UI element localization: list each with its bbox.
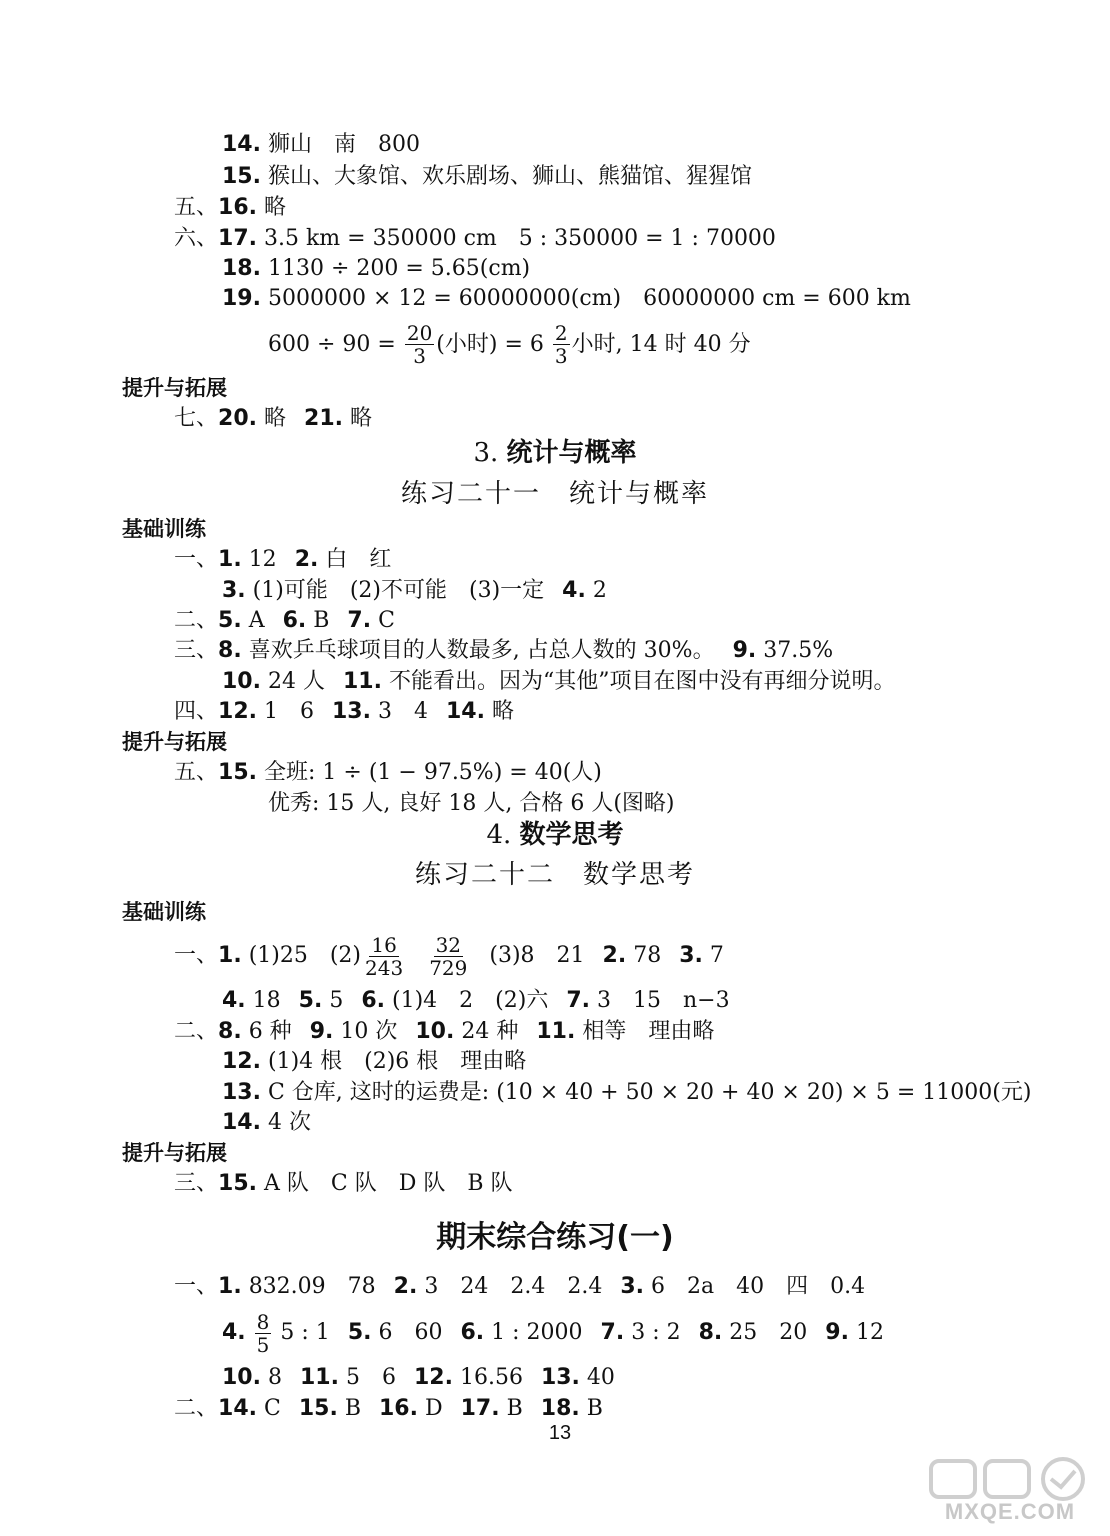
answer-line: 一、1. 832.09 78 2. 3 24 2.4 2.4 3. 6 2a 40 四 0.4 xyxy=(174,1274,866,1299)
answer-line: 优秀: 15 人, 良好 18 人, 合格 6 人(图略) xyxy=(268,791,675,816)
answer-line-14: 14. 狮山 南 800 xyxy=(222,132,420,157)
answer-line: 一、1. 12 2. 白 红 xyxy=(174,547,392,572)
fraction: $\frac{8}{5}$ xyxy=(256,1309,270,1357)
section-heading: 提升与拓展 xyxy=(122,1141,227,1165)
answer-line-19: 19. 5000000 × 12 = 60000000(cm) 60000000 cm = 600 km xyxy=(222,286,911,311)
fraction: $\frac{16}{243}$ xyxy=(365,932,404,980)
answer-line-18: 18. 1130 ÷ 200 = 5.65(cm) xyxy=(222,256,531,281)
answer-line: 12. (1)4 根 (2)6 根 理由略 xyxy=(222,1049,527,1074)
answer-line-17: 六、17. 3.5 km = 350000 cm 5 : 350000 = 1 : 70000 xyxy=(174,226,776,251)
answer-line: 四、12. 1 6 13. 3 4 14. 略 xyxy=(174,699,514,724)
answer-line: 10. 24 人 11. 不能看出。因为“其他”项目在图中没有再细分说明。 xyxy=(222,669,896,694)
watermark-text: MXQE.COM xyxy=(944,1499,1076,1524)
chapter-title: 4. 数学思考 xyxy=(486,820,624,850)
answer-line: 4. $\frac{8}{5}$ 5 : 1 5. 6 60 6. 1 : 2000 7. 3 : 2 8. 25 20 9. 12 xyxy=(222,1309,884,1357)
section-heading: 提升与拓展 xyxy=(122,376,227,400)
answer-line: 10. 8 11. 5 6 12. 16.56 13. 40 xyxy=(222,1365,615,1390)
answer-line-16: 五、16. 略 xyxy=(174,195,287,220)
answer-line: 二、5. A 6. B 7. C xyxy=(174,608,395,633)
answer-line-20: 七、20. 略 21. 略 xyxy=(174,406,373,431)
answer-line-15: 15. 猴山、大象馆、欢乐剧场、狮山、熊猫馆、猩猩馆 xyxy=(222,164,752,189)
answer-line: 3. (1)可能 (2)不可能 (3)一定 4. 2 xyxy=(222,578,607,603)
final-review-title: 期末综合练习(一) xyxy=(436,1220,674,1255)
fraction: $\frac{32}{729}$ xyxy=(429,932,468,980)
answer-line: 三、15. A 队 C 队 D 队 B 队 xyxy=(174,1171,513,1196)
watermark-logo xyxy=(925,1455,1095,1527)
fraction: $\frac{20}{3}$ xyxy=(406,321,433,368)
answer-line: 二、8. 6 种 9. 10 次 10. 24 种 11. 相等 理由略 xyxy=(174,1019,715,1044)
answer-line: 二、14. C 15. B 16. D 17. B 18. B xyxy=(174,1396,603,1421)
section-heading: 基础训练 xyxy=(122,900,206,924)
answer-line: 14. 4 次 xyxy=(222,1110,311,1135)
exercise-title: 练习二十一 统计与概率 xyxy=(400,479,709,509)
exercise-title: 练习二十二 数学思考 xyxy=(414,860,695,890)
section-heading: 基础训练 xyxy=(122,517,206,541)
answer-line-19-cont: 600 ÷ 90 = $\frac{20}{3}$ (小时) = 6 $\frac{2}{3}$ 小时, 14 时 40 分 xyxy=(268,321,751,368)
answer-line: 一、1. (1)25 (2) $\frac{16}{243}$ $\frac{32}{729}$ (3)8 21 2. 78 3. 7 xyxy=(174,932,724,980)
chapter-title: 3. 统计与概率 xyxy=(473,438,637,468)
answer-line: 五、15. 全班: 1 ÷ (1 − 97.5%) = 40(人) xyxy=(174,760,602,785)
answer-line: 13. C 仓库, 这时的运费是: (10 × 40 + 50 × 20 + 40 × 20) × 5 = 11000(元) xyxy=(222,1080,1032,1105)
fraction: $\frac{2}{3}$ xyxy=(554,321,568,368)
watermark-stamp-icon xyxy=(925,1455,1095,1503)
section-heading: 提升与拓展 xyxy=(122,730,227,754)
answer-line: 4. 18 5. 5 6. (1)4 2 (2)六 7. 3 15 n−3 xyxy=(222,988,730,1013)
answer-line: 三、8. 喜欢乒乓球项目的人数最多, 占总人数的 30%。 9. 37.5% xyxy=(174,638,834,663)
page-number: 13 xyxy=(548,1422,572,1444)
